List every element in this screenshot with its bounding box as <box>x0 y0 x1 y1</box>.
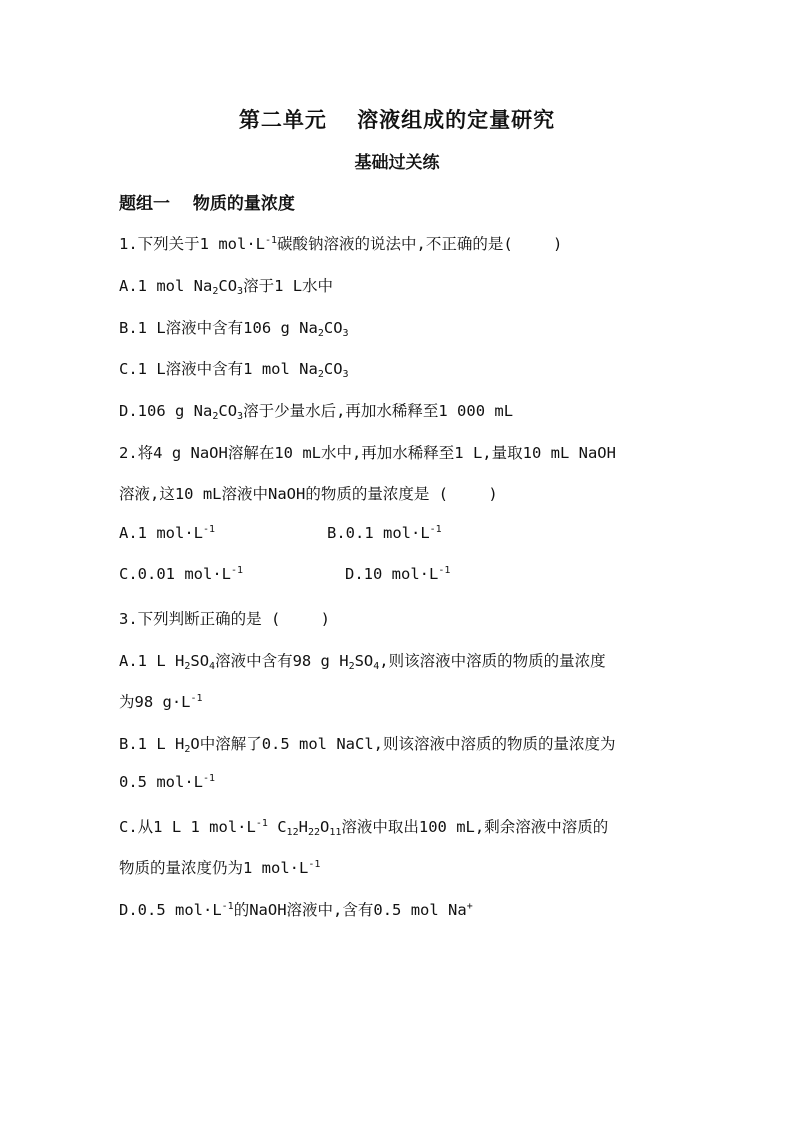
q3-option-b-line1: B.1 L $H_2O$中溶解了0.5 mol NaCl,则该溶液中溶质的物质的量浓度为 <box>119 735 616 755</box>
page-subtitle: 基础过关练 <box>354 153 440 173</box>
q1-stem: 1.下列关于1 $mol\cdot L^{-1}$碳酸钠溶液的说法中,不正确的是( ) <box>119 235 563 253</box>
q1-option-b: B.1 L溶液中含有106 g $Na_2CO_3$ <box>119 319 349 339</box>
q1-option-d: D.106 g $Na_2CO_3$溶于少量水后,再加水稀释至1 000 mL <box>119 402 514 422</box>
q3-option-a-line1: A.1 L $H_2SO_4$溶液中含有98 g $H_2SO_4$,则该溶液中溶质的物质的量浓度 <box>119 652 606 672</box>
q2-stem-line2: 溶液,这10 mL溶液中NaOH的物质的量浓度是 ( ) <box>119 485 498 503</box>
q2-option-c: C.0.01 $mol\cdot L^{-1}$ <box>119 565 244 583</box>
q3-option-a-line2: 为98 $g\cdot L^{-1}$ <box>119 693 203 711</box>
q2-option-d: D.10 $mol\cdot L^{-1}$ <box>345 565 451 583</box>
q2-stem-line1: 2.将4 g NaOH溶解在10 mL水中,再加水稀释至1 L,量取10 mL NaOH <box>119 444 616 462</box>
q3-option-d: D.0.5 $mol\cdot L^{-1}$的NaOH溶液中,含有0.5 mol Na+ <box>119 901 473 919</box>
page-title: 第二单元 溶液组成的定量研究 <box>238 107 556 132</box>
q1-option-c: C.1 L溶液中含有1 mol $Na_2CO_3$ <box>119 360 349 380</box>
q3-option-c-line1: C.从1 L 1 $mol\cdot L^{-1}$ $C_{12}H_{22}O_{11}$溶液中取出100 mL,剩余溶液中溶质的 <box>119 818 609 838</box>
q2-options-row1 <box>119 524 679 542</box>
q2-options-row2 <box>119 565 679 583</box>
q3-option-c-line2: 物质的量浓度仍为1 $mol\cdot L^{-1}$ <box>119 859 321 877</box>
section-heading: 题组一 物质的量浓度 <box>119 194 295 214</box>
q2-option-a: A.1 $mol\cdot L^{-1}$ <box>119 524 216 542</box>
q2-option-b: B.0.1 $mol\cdot L^{-1}$ <box>327 524 442 542</box>
q3-option-b-line2: 0.5 $mol\cdot L^{-1}$ <box>119 773 216 791</box>
q3-stem: 3.下列判断正确的是 ( ) <box>119 610 330 628</box>
q1-option-a: A.1 mol $Na_2CO_3$溶于1 L水中 <box>119 277 334 297</box>
